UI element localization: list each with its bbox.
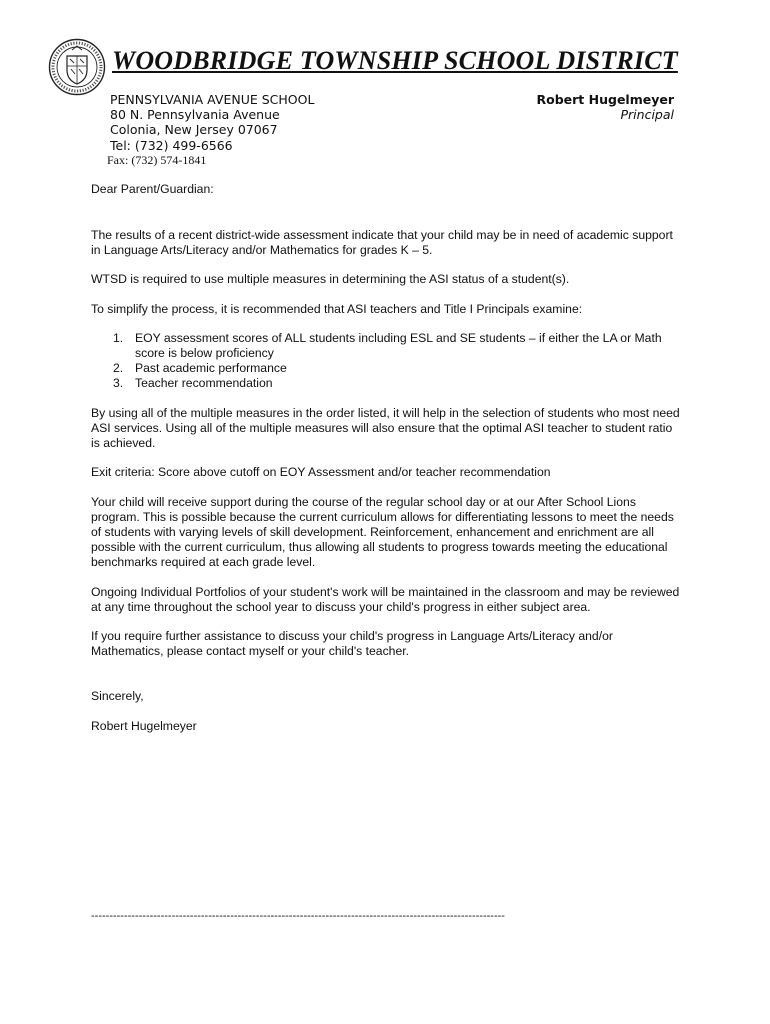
paragraph-portfolios: Ongoing Individual Portfolios of your student's work will be maintained in the classroom and may be reviewed at any time throughout the school year to discuss your child's progress in either subject area. (91, 585, 680, 614)
city-state-zip: Colonia, New Jersey 07067 (110, 122, 278, 138)
fax-number: Fax: (732) 574-1841 (107, 153, 207, 167)
list-item: 2. Past academic performance (113, 360, 287, 375)
salutation: Dear Parent/Guardian: (91, 182, 214, 196)
principal-name: Robert Hugelmeyer (536, 92, 674, 107)
district-seal-logo (48, 38, 106, 96)
paragraph-multiple-measures: By using all of the multiple measures in the order listed, it will help in the selection of students who most need ASI services. Using all of the multiple measures will also ensure that the optimal ASI teacher to student ratio is achieved. (91, 406, 680, 450)
paragraph-exit-criteria: Exit criteria: Score above cutoff on EOY Assessment and/or teacher recommendation (91, 465, 551, 479)
district-title: WOODBRIDGE TOWNSHIP SCHOOL DISTRICT (112, 46, 678, 75)
principal-title: Principal (620, 107, 674, 123)
principal-block (537, 92, 675, 122)
paragraph-assistance: If you require further assistance to discuss your child's progress in Language Arts/Literacy and/or Mathematics, please contact myself or your child's teacher. (91, 629, 613, 658)
measures-list (113, 331, 673, 391)
signature-name: Robert Hugelmeyer (91, 719, 197, 733)
paragraph-simplify: To simplify the process, it is recommended that ASI teachers and Title I Principals examine: (91, 302, 583, 316)
paragraph-support: Your child will receive support during the course of the regular school day or at our After School Lions program. This is possible because the current curriculum allows for differentiating lessons to meet the needs of students with varying levels of skill development. Reinforcement, enhancement and enrichment are all possible with the current curriculum, thus allowing all students to progress towards meeting the educational benchmarks required at each grade level. (91, 495, 674, 569)
cut-line: ----------------------------------------------------------------------------------------------------------------- (91, 910, 505, 922)
telephone: Tel: (732) 499-6566 (110, 137, 233, 153)
school-address-block (110, 92, 314, 153)
closing: Sincerely, (91, 689, 144, 703)
list-item: 1. EOY assessment scores of ALL students including ESL and SE students – if either the LA or Math score is below proficiency (113, 331, 662, 360)
school-name: PENNSYLVANIA AVENUE SCHOOL (110, 92, 315, 107)
list-item: 3. Teacher recommendation (113, 375, 273, 390)
paragraph-assessment: The results of a recent district-wide assessment indicate that your child may be in need of academic support in Language Arts/Literacy and/or Mathematics for grades K – 5. (91, 228, 673, 257)
street-address: 80 N. Pennsylvania Avenue (110, 107, 280, 123)
paragraph-wtsd: WTSD is required to use multiple measures in determining the ASI status of a student(s). (91, 272, 570, 286)
